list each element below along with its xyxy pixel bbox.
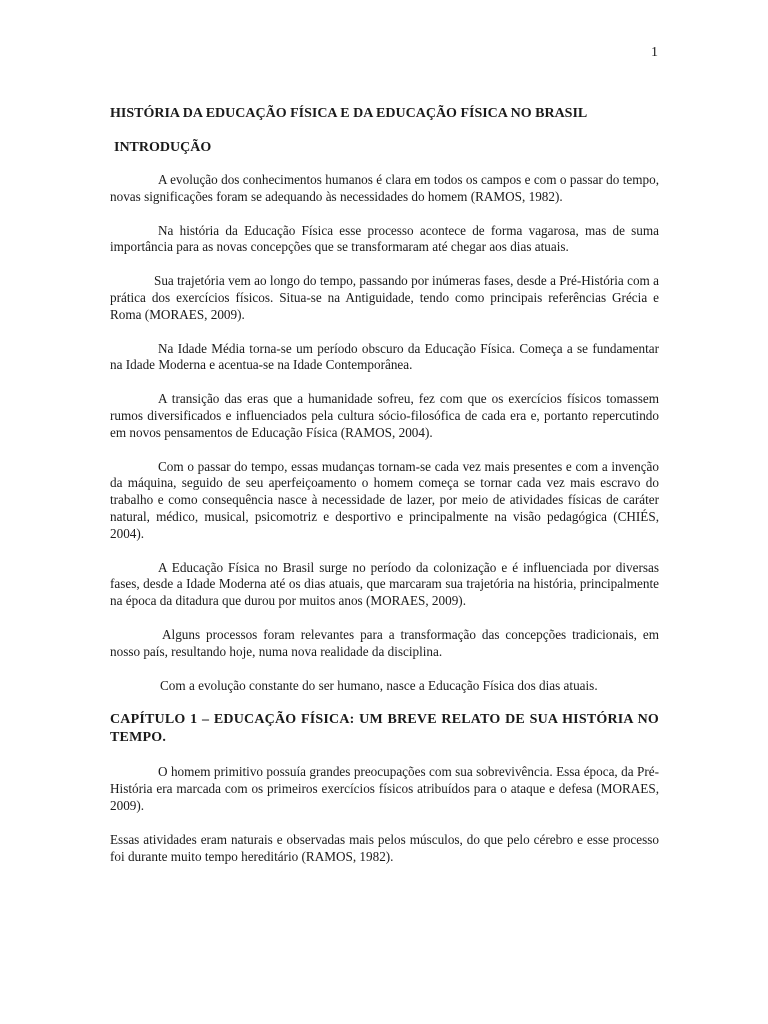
intro-paragraph-7: A Educação Física no Brasil surge no período da colonização e é influenciada por diversas fases, desde a Idade Moderna até os dias atuais, que marcaram sua trajetória na história, principalmente na época da ditadura que durou por muitos anos (MORAES, 2009).	[110, 559, 659, 609]
intro-paragraph-9: Com a evolução constante do ser humano, nasce a Educação Física dos dias atuais.	[160, 677, 598, 693]
intro-paragraph-6: Com o passar do tempo, essas mudanças tornam-se cada vez mais presentes e com a invenção da máquina, seguido de seu aperfeiçoamento o homem começa se tornar cada vez mais escravo do trabalho e como consequência nasce à necessidade de lazer, por meio de atividades físicas de caráter natural, médico, musical, psicomotriz e desportivo e principalmente na visão pedagógica (CHIÉS, 2004).	[110, 458, 659, 541]
chapter-heading: CAPÍTULO 1 – EDUCAÇÃO FÍSICA: UM BREVE RELATO DE SUA HISTÓRIA NO TEMPO.	[110, 712, 659, 746]
page-number: 1	[651, 45, 658, 60]
intro-paragraph-2: Na história da Educação Física esse processo acontece de forma vagarosa, mas de suma importância para as novas concepções que se transformaram até chegar aos dias atuais.	[110, 222, 659, 255]
chapter-paragraph-2: Essas atividades eram naturais e observadas mais pelos músculos, do que pelo cérebro e esse processo foi durante muito tempo hereditário (RAMOS, 1982).	[110, 831, 659, 864]
intro-paragraph-8: Alguns processos foram relevantes para a transformação das concepções tradicionais, em nosso país, resultando hoje, numa nova realidade da disciplina.	[110, 626, 659, 659]
intro-paragraph-1: A evolução dos conhecimentos humanos é clara em todos os campos e com o passar do tempo, novas significações foram se adequando às necessidades do homem (RAMOS, 1982).	[110, 172, 659, 204]
intro-paragraph-5: A transição das eras que a humanidade sofreu, fez com que os exercícios físicos tomassem rumos diversificados e influenciados pela cultura sócio-filosófica de cada era e, portanto repercutindo em novos pensamentos de Educação Física (RAMOS, 2004).	[110, 391, 659, 440]
intro-heading: INTRODUÇÃO	[114, 140, 212, 155]
document-body	[110, 105, 659, 882]
chapter-paragraph-1: O homem primitivo possuía grandes preocupações com sua sobrevivência. Essa época, da Pré-História era marcada com os primeiros exercícios físicos atribuídos para o ataque e defesa (MORAES, 2009).	[110, 764, 659, 813]
document-title: HISTÓRIA DA EDUCAÇÃO FÍSICA E DA EDUCAÇÃO FÍSICA NO BRASIL	[110, 106, 588, 121]
intro-paragraph-3: Sua trajetória vem ao longo do tempo, passando por inúmeras fases, desde a Pré-História com a prática dos exercícios físicos. Situa-se na Antiguidade, tendo como principais referências Grécia e Roma (MORAES, 2009).	[110, 273, 659, 322]
intro-paragraph-4: Na Idade Média torna-se um período obscuro da Educação Física. Começa a se fundamentar na Idade Moderna e acentua-se na Idade Contemporânea.	[110, 340, 659, 373]
